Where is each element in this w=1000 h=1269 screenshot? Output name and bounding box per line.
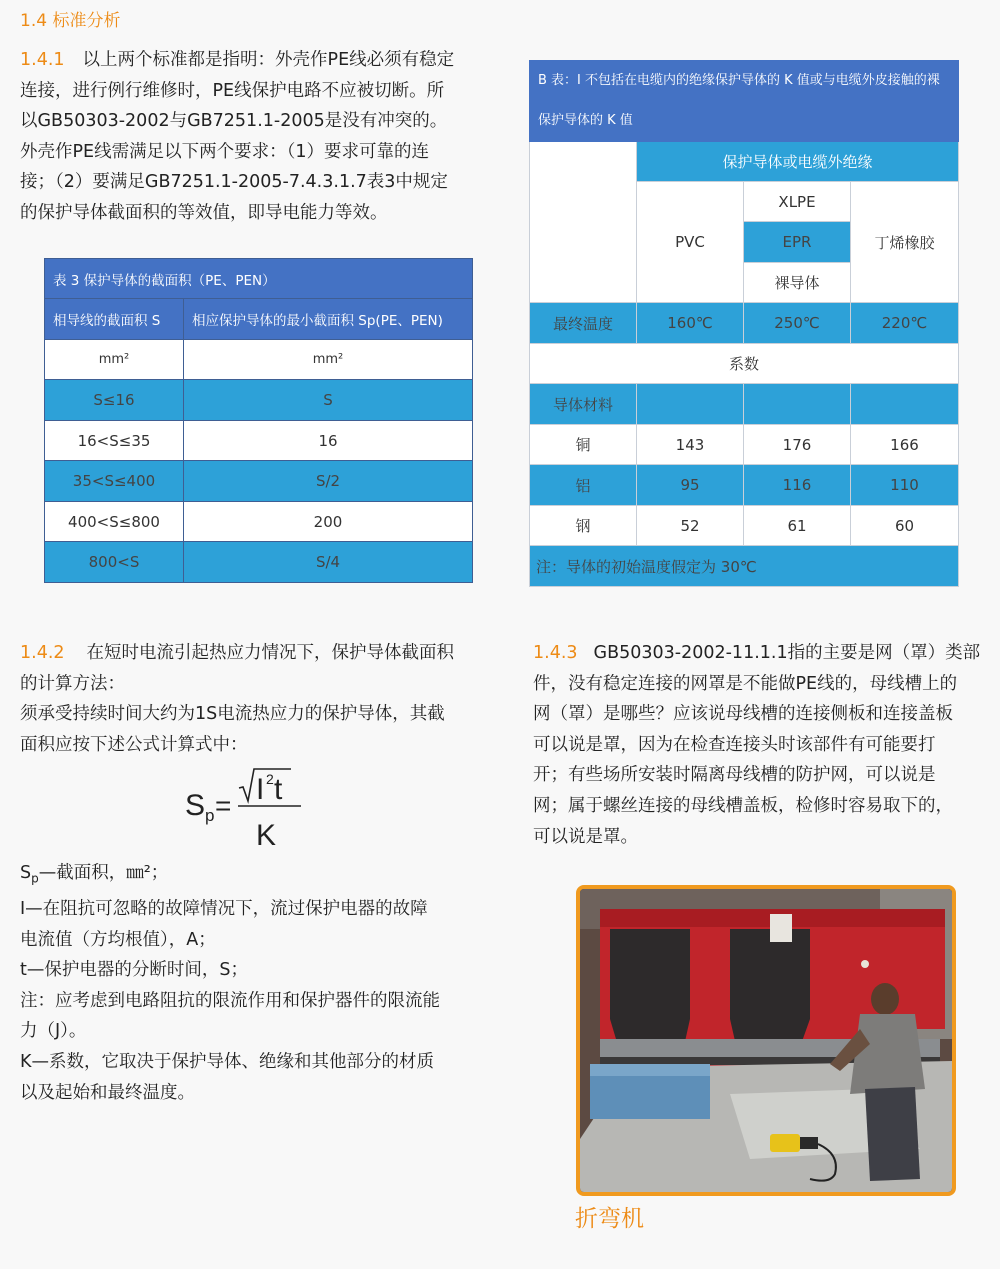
paragraph-line: 接；（2）要满足GB7251.1-2005-7.4.3.1.7表3中规定 — [20, 172, 448, 193]
row-label: 导体材料 — [530, 384, 637, 425]
definition-line: 电流值（方均根值），A； — [20, 929, 216, 950]
table-cell: S/2 — [184, 461, 473, 502]
paragraph-1-4-1 — [20, 45, 490, 229]
table-cell: 143 — [637, 425, 744, 465]
table-title — [530, 61, 959, 142]
column-header: 相导线的截面积 S — [45, 299, 184, 340]
table-cell — [744, 384, 851, 425]
section-number: 1.4.3 — [533, 643, 578, 663]
sqrt-radical — [239, 769, 291, 801]
table-note: 注：导体的初始温度假定为 30℃ — [530, 546, 959, 587]
table-cell: 116 — [744, 465, 851, 506]
section-number: 1.4.1 — [20, 50, 65, 70]
paragraph-line: 1.4.3 GB50303-2002-11.1.1指的主要是网（罩）类部 — [533, 643, 981, 663]
table-cell: 60 — [851, 506, 959, 546]
formula-lhs-subscript: p — [205, 806, 215, 825]
paragraph-line: 可以说是罩，因为在检查连接头时该部件有可能要打 — [533, 734, 936, 755]
paragraph-line: 网（罩）是哪些？应该说母线槽的连接侧板和连接盖板 — [533, 704, 953, 725]
table-cell: S/4 — [184, 542, 473, 583]
section-title: 1.4 标准分析 — [20, 11, 121, 31]
table-cell: 400<S≤800 — [45, 502, 184, 542]
paragraph-1-4-2 — [20, 638, 490, 760]
definition-line: t—保护电器的分断时间，S； — [20, 960, 248, 981]
row-label: 最终温度 — [530, 303, 637, 344]
section-number: 1.4.2 — [20, 643, 65, 663]
unit-cell: mm² — [45, 340, 184, 380]
table-title: 表 3 保护导体的截面积（PE、PEN） — [45, 259, 473, 299]
paragraph-line: 可以说是罩。 — [533, 826, 638, 847]
table-cell: 35<S≤400 — [45, 461, 184, 502]
paragraph-line: 1.4.2 在短时电流引起热应力情况下，保护导体截面积 — [20, 643, 455, 663]
table-cell: 220℃ — [851, 303, 959, 344]
table-k-values — [529, 60, 959, 587]
column-header-bare: 裸导体 — [744, 263, 851, 303]
formula-sp — [185, 765, 325, 855]
formula-definitions — [20, 858, 480, 1108]
paragraph-line: 须承受持续时间大约为1S电流热应力的保护导体，其截 — [20, 704, 445, 725]
photo-caption: 折弯机 — [575, 1206, 644, 1232]
column-header-rubber: 丁烯橡胶 — [851, 182, 959, 303]
formula-superscript: 2 — [266, 771, 274, 787]
paragraph-line: 件，没有稳定连接的网罩是不能做PE线的，母线槽上的 — [533, 673, 958, 694]
column-header-xlpe: XLPE — [744, 182, 851, 222]
formula-lhs: S — [185, 789, 206, 822]
table-cell: 200 — [184, 502, 473, 542]
paragraph-line: 网；属于螺丝连接的母线槽盖板，检修时容易取下的， — [533, 795, 953, 816]
paragraph-line: 外壳作PE线需满足以下两个要求：（1）要求可靠的连 — [20, 141, 429, 162]
table-cell: 52 — [637, 506, 744, 546]
formula-numerator-i: I — [256, 773, 265, 806]
definition-line: 注：应考虑到电路阻抗的限流作用和保护器件的限流能 — [20, 990, 440, 1011]
paragraph-1-4-3 — [533, 638, 993, 852]
table-cell: 110 — [851, 465, 959, 506]
column-header: 相应保护导体的最小截面积 Sp(PE、PEN) — [184, 299, 473, 340]
table-protective-conductor-area — [44, 258, 473, 583]
press-brake-photo — [576, 885, 956, 1196]
formula-numerator-t: t — [274, 773, 283, 806]
table-title-line: 保护导体的 K 值 — [538, 113, 633, 128]
table-cell: 95 — [637, 465, 744, 506]
table-cell: 250℃ — [744, 303, 851, 344]
paragraph-line: 的计算方法： — [20, 673, 125, 694]
row-label: 铝 — [530, 465, 637, 506]
row-label: 钢 — [530, 506, 637, 546]
empty-corner-cell — [530, 142, 637, 303]
paragraph-line: 开；有些场所安装时隔离母线槽的防护网，可以说是 — [533, 765, 936, 786]
formula-equals: = — [215, 790, 232, 821]
table-cell: S≤16 — [45, 380, 184, 421]
table-cell: 176 — [744, 425, 851, 465]
unit-cell: mm² — [184, 340, 473, 380]
definition-line: K—系数，它取决于保护导体、绝缘和其他部分的材质 — [20, 1052, 434, 1073]
row-label: 铜 — [530, 425, 637, 465]
table-cell — [637, 384, 744, 425]
definition-sp: $S_p—$截面积，㎜²； — [20, 863, 169, 886]
definition-line: I—在阻抗可忽略的故障情况下，流过保护电器的故障 — [20, 899, 428, 920]
paragraph-line: 以GB50303-2002与GB7251.1-2005是没有冲突的。 — [20, 111, 448, 132]
paragraph-line: 1.4.1 以上两个标准都是指明：外壳作PE线必须有稳定 — [20, 50, 455, 70]
formula-denominator: K — [256, 819, 277, 852]
table-cell: S — [184, 380, 473, 421]
press-brake-illustration — [580, 889, 952, 1192]
column-header-pvc: PVC — [637, 182, 744, 303]
table-cell — [851, 384, 959, 425]
table-cell: 61 — [744, 506, 851, 546]
table-cell: 16 — [184, 421, 473, 461]
table-cell: 160℃ — [637, 303, 744, 344]
group-header: 保护导体或电缆外绝缘 — [637, 142, 959, 182]
column-header-epr: EPR — [744, 222, 851, 263]
paragraph-line: 连接，进行例行维修时，PE线保护电路不应被切断。所 — [20, 80, 445, 101]
definition-line: 力（J）。 — [20, 1021, 87, 1042]
table-cell: 800<S — [45, 542, 184, 583]
paragraph-line: 的保护导体截面积的等效值，即导电能力等效。 — [20, 202, 388, 223]
paragraph-line: 面积应按下述公式计算式中： — [20, 734, 248, 755]
coefficient-label: 系数 — [530, 344, 959, 384]
table-cell: 166 — [851, 425, 959, 465]
table-title-line: B 表：I 不包括在电缆内的绝缘保护导体的 K 值或与电缆外皮接触的裸 — [538, 73, 940, 88]
table-cell: 16<S≤35 — [45, 421, 184, 461]
definition-line: 以及起始和最终温度。 — [20, 1082, 195, 1103]
